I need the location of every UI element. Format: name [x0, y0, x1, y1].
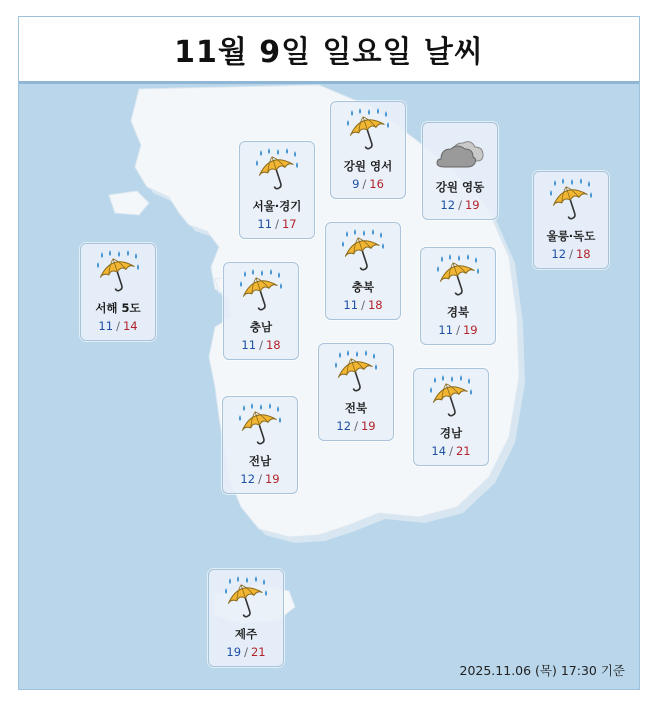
- umbrella-rain-icon: [94, 250, 142, 294]
- ganghwa-island: [109, 191, 149, 215]
- min-temperature: 12: [551, 247, 567, 261]
- region-name: 서해 5도: [95, 301, 141, 315]
- temperature-separator: /: [449, 444, 453, 458]
- umbrella-rain-icon: [253, 148, 301, 192]
- region-name: 울릉·독도: [546, 229, 596, 243]
- temperature-separator: /: [354, 419, 358, 433]
- max-temperature: 18: [575, 247, 591, 261]
- region-card: [222, 396, 298, 494]
- temperature-separator: /: [569, 247, 573, 261]
- umbrella-rain-icon: [427, 375, 475, 419]
- region-card: [330, 101, 406, 199]
- min-temperature: 19: [226, 645, 242, 659]
- min-temperature: 11: [241, 338, 257, 352]
- umbrella-rain-icon: [339, 229, 387, 273]
- umbrella-rain-icon: [236, 403, 284, 447]
- temperature-separator: /: [116, 319, 120, 333]
- max-temperature: 19: [360, 419, 376, 433]
- max-temperature: 19: [464, 198, 480, 212]
- region-name: 충남: [249, 320, 273, 334]
- max-temperature: 16: [369, 177, 384, 191]
- umbrella-rain-icon: [222, 576, 270, 620]
- region-name: 강원 영동: [435, 180, 485, 194]
- temperature-range: [240, 217, 314, 231]
- temperature-range: [223, 472, 297, 486]
- temperature-range: [319, 419, 393, 433]
- temperature-separator: /: [456, 323, 460, 337]
- region-name: 강원 영서: [343, 159, 393, 173]
- temperature-separator: /: [258, 472, 262, 486]
- max-temperature: 19: [462, 323, 478, 337]
- min-temperature: 11: [343, 298, 359, 312]
- max-temperature: 14: [122, 319, 138, 333]
- region-card: [325, 222, 401, 320]
- temperature-separator: /: [275, 217, 279, 231]
- min-temperature: 12: [336, 419, 352, 433]
- min-temperature: 9: [352, 177, 360, 191]
- region-card: [413, 368, 489, 466]
- region-name: 전남: [248, 454, 272, 468]
- max-temperature: 17: [281, 217, 297, 231]
- temperature-range: [414, 444, 488, 458]
- umbrella-rain-icon: [332, 350, 380, 394]
- temperature-separator: /: [362, 177, 367, 191]
- region-name: 서울·경기: [252, 199, 302, 213]
- temperature-range: [423, 198, 497, 212]
- umbrella-rain-icon: [237, 269, 285, 313]
- region-name: 전북: [344, 401, 368, 415]
- min-temperature: 14: [431, 444, 447, 458]
- temperature-range: [81, 319, 155, 333]
- region-card: [318, 343, 394, 441]
- temperature-separator: /: [244, 645, 248, 659]
- temperature-range: [421, 323, 495, 337]
- region-card: [420, 247, 496, 345]
- min-temperature: 11: [438, 323, 454, 337]
- max-temperature: 21: [455, 444, 471, 458]
- region-name: 충북: [351, 280, 375, 294]
- umbrella-rain-icon: [344, 108, 392, 152]
- region-card: [208, 569, 284, 667]
- temperature-separator: /: [259, 338, 263, 352]
- region-name: 경남: [439, 426, 463, 440]
- region-name: 제주: [234, 627, 258, 641]
- region-card: [239, 141, 315, 239]
- min-temperature: 11: [98, 319, 114, 333]
- min-temperature: 12: [440, 198, 456, 212]
- max-temperature: 19: [264, 472, 280, 486]
- title-bar: [19, 17, 639, 84]
- temperature-separator: /: [361, 298, 365, 312]
- region-card: [223, 262, 299, 360]
- max-temperature: 18: [367, 298, 383, 312]
- max-temperature: 18: [265, 338, 281, 352]
- cloud-icon: [433, 129, 481, 173]
- temperature-range: [534, 247, 608, 261]
- temperature-range: [326, 298, 400, 312]
- min-temperature: 12: [240, 472, 256, 486]
- umbrella-rain-icon: [547, 178, 595, 222]
- weather-map-frame: [18, 16, 640, 690]
- min-temperature: 11: [257, 217, 273, 231]
- temperature-separator: /: [458, 198, 462, 212]
- region-card: [80, 243, 156, 341]
- max-temperature: 21: [250, 645, 266, 659]
- page-title: 11월 9일 일요일 날씨: [174, 35, 484, 70]
- region-card: [422, 122, 498, 220]
- temperature-range: [224, 338, 298, 352]
- forecast-basis-time: 2025.11.06 (목) 17:30 기준: [459, 663, 625, 678]
- temperature-range: [331, 177, 405, 191]
- region-card: [533, 171, 609, 269]
- umbrella-rain-icon: [434, 254, 482, 298]
- region-name: 경북: [446, 305, 470, 319]
- temperature-range: [209, 645, 283, 659]
